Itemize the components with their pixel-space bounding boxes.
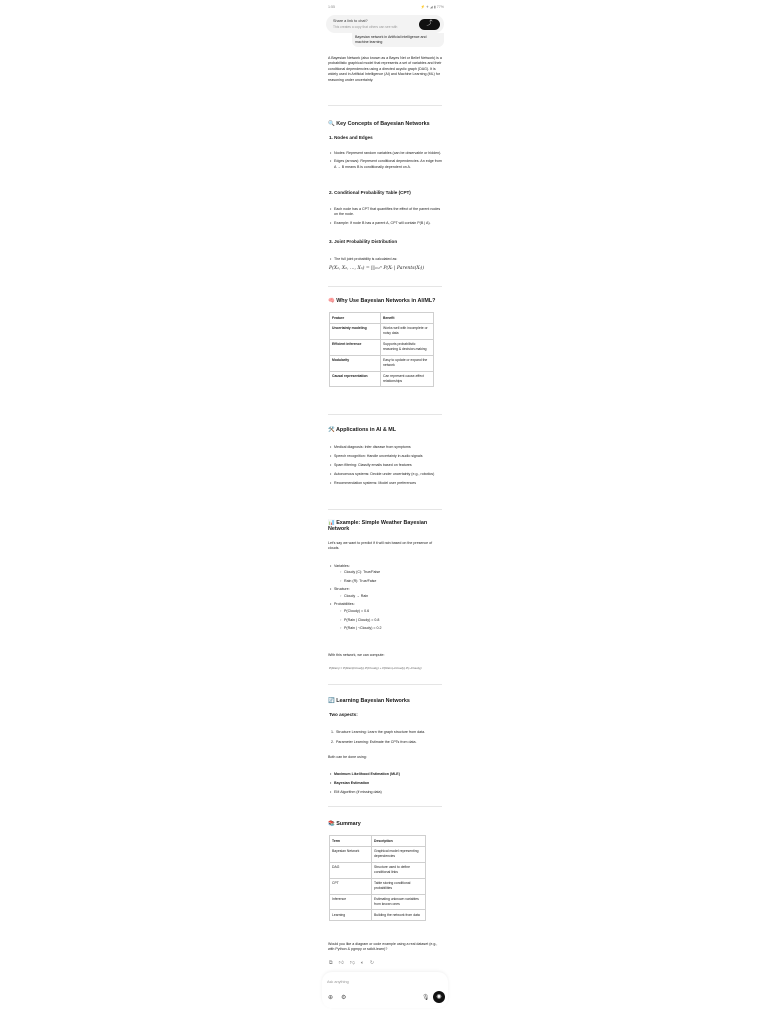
methods-list: [330, 772, 442, 796]
list-item: [330, 587, 442, 599]
section-title-why: 🧠 Why Use Bayesian Networks in AI/ML?: [328, 298, 436, 304]
table-header-row: [330, 836, 426, 847]
attach-icon[interactable]: ⊕: [328, 995, 334, 1001]
microphone-icon[interactable]: 🎙︎: [422, 995, 430, 1001]
status-icons: ⚡ ✈ ◢ ▮ 77%: [420, 5, 444, 9]
table-header: Benefit: [381, 313, 434, 324]
voice-mode-icon[interactable]: ◉: [433, 991, 445, 1003]
table-row: [330, 371, 434, 387]
list-item: • Autonomous systems: Decide under uncertainty (e.g., robotics): [330, 472, 442, 478]
table-row: [330, 878, 426, 894]
learning-list: [331, 730, 441, 751]
list-item: ◦ P(Rain | ¬Cloudy) = 0.2: [340, 626, 442, 632]
structure-label: Structure:: [334, 587, 350, 592]
status-time: 1:55: [328, 5, 335, 9]
list-item: ◦ P(Cloudy) = 0.6: [340, 609, 442, 615]
table-cell: Learning: [330, 910, 372, 921]
list-item: • Edges (arrows): Represent conditional dependencies. An edge from A → B means B is conditionally dependent on A.: [330, 159, 442, 170]
thumbs-up-icon[interactable]: 👍︎: [338, 960, 344, 966]
refresh-icon[interactable]: ↻: [369, 960, 375, 966]
list-item: • Speech recognition: Handle uncertainty in audio signals: [330, 454, 442, 460]
list-item: • Maximum Likelihood Estimation (MLE): [330, 772, 442, 778]
summary-table: [329, 835, 426, 921]
thumbs-down-icon[interactable]: 👎︎: [349, 960, 355, 966]
learning-both: Both can be done using:: [328, 755, 367, 759]
table-cell: Causal representation: [330, 371, 381, 387]
list-item: ◦ Cloudy (C): True/False: [340, 570, 442, 576]
sublist: [340, 609, 442, 632]
table-cell: Structure used to define conditional links: [372, 862, 426, 878]
joint-list: [330, 257, 442, 263]
section-title-summary: 📚 Summary: [328, 821, 361, 827]
table-row: [330, 862, 426, 878]
example-formula: P(Rain) = P(Rain|Cloudy)·P(Cloudy) + P(Rain|¬Cloudy)·P(¬Cloudy): [329, 666, 422, 670]
list-item: [330, 602, 442, 631]
copy-icon[interactable]: ⧉: [329, 960, 333, 966]
applications-list: [330, 445, 442, 487]
section-title-key-concepts: 🔍 Key Concepts of Bayesian Networks: [328, 121, 430, 127]
intro-paragraph: A Bayesian Network (also known as a Bayes Net or Belief Network) is a probabilistic graphical model that represents a set of variables and their conditional dependencies using a directed acyclic graph (DAG). It is widely used in Artificial Intelligence (AI) and Machine Learning (ML) for reasoning under uncertainty.: [328, 56, 442, 82]
table-cell: Supports probabilistic reasoning & decision-making: [381, 339, 434, 355]
list-item: ◦ P(Rain | Cloudy) = 0.8: [340, 618, 442, 624]
share-icon: ⤴: [426, 20, 433, 27]
table-row: [330, 323, 434, 339]
divider: [328, 286, 442, 287]
divider: [328, 105, 442, 106]
share-button[interactable]: [419, 19, 440, 30]
probabilities-label: Probabilities:: [334, 602, 355, 607]
table-header: Description: [372, 836, 426, 847]
divider: [328, 414, 442, 415]
table-cell: Easy to update or expand the network: [381, 355, 434, 371]
list-item: • Example: If node B has a parent A, CPT will contain P(B | A).: [330, 221, 442, 227]
example-list: [330, 564, 442, 635]
table-cell: Works well with incomplete or noisy data: [381, 323, 434, 339]
closing-question: Would you like a diagram or code example using a real dataset (e.g., with Python & pgmpy or scikit-learn)?: [328, 942, 438, 952]
composer[interactable]: [322, 972, 448, 1008]
status-bar: [328, 5, 444, 10]
list-item: • Recommendation systems: Model user preferences: [330, 481, 442, 487]
speaker-icon[interactable]: 🔈︎: [360, 960, 364, 966]
list-item: • Spam filtering: Classify emails based on features: [330, 463, 442, 469]
variables-label: Variables:: [334, 563, 350, 568]
table-cell: Uncertainty modeling: [330, 323, 381, 339]
table-cell: Building the network from data: [372, 910, 426, 921]
table-row: [330, 910, 426, 921]
nodes-edges-list: [330, 151, 442, 171]
joint-formula: P(X₁, X₂, …, Xₙ) = ∏ᵢ₌₁ⁿ P(Xᵢ | Parents(Xᵢ)): [329, 266, 425, 271]
table-cell: Efficient inference: [330, 339, 381, 355]
example-outro: With this network, we can compute:: [328, 653, 385, 657]
sublist: [340, 594, 442, 600]
divider: [328, 509, 442, 510]
table-cell: Estimating unknown variables from known ones: [372, 894, 426, 910]
list-item: • EM Algorithm (if missing data): [330, 790, 442, 796]
learning-subtitle: Two aspects:: [329, 712, 358, 717]
section-title-learning: 🔄 Learning Bayesian Networks: [328, 698, 410, 704]
table-cell: Can represent cause-effect relationships: [381, 371, 434, 387]
divider: [328, 806, 442, 807]
subsection-cpt: 2. Conditional Probability Table (CPT): [329, 190, 411, 195]
subsection-joint: 3. Joint Probability Distribution: [329, 239, 398, 244]
table-cell: Bayesian Network: [330, 846, 372, 862]
section-title-applications: 🛠️ Applications in AI & ML: [328, 427, 397, 433]
table-header-row: [330, 313, 434, 324]
share-title: Share a link to chat?: [333, 19, 368, 23]
section-title-example: 📊 Example: Simple Weather Bayesian Network: [328, 520, 428, 532]
list-item: 1. Structure Learning: Learn the graph structure from data.: [331, 729, 426, 734]
table-cell: DAG: [330, 862, 372, 878]
table-row: [330, 355, 434, 371]
table-row: [330, 339, 434, 355]
divider: [328, 684, 442, 685]
message-actions: [329, 960, 374, 966]
list-item: • The full joint probability is calculated as:: [330, 257, 442, 263]
table-cell: CPT: [330, 878, 372, 894]
table-row: [330, 846, 426, 862]
share-subtitle: This creates a copy that others can see with: [333, 24, 398, 29]
learning-item: Structure Learning: Learn the graph structure from data.: [336, 729, 426, 734]
tools-icon[interactable]: ⚙: [341, 995, 347, 1001]
list-item: ◦ Cloudy → Rain: [340, 594, 442, 600]
cpt-list: [330, 207, 442, 227]
list-item: [330, 564, 442, 585]
table-header: Feature: [330, 313, 381, 324]
user-message: Bayesian network in Artificial intelligence and machine learning: [352, 33, 444, 47]
list-item: 2. Parameter Learning: Estimate the CPTs from data.: [331, 740, 417, 745]
sublist: [340, 570, 442, 584]
table-cell: Modularity: [330, 355, 381, 371]
composer-input[interactable]: Ask anything: [327, 980, 349, 984]
list-item: • Medical diagnosis: Infer disease from symptoms: [330, 445, 442, 451]
list-item: • Nodes: Represent random variables (can be observable or hidden).: [330, 151, 442, 157]
list-item: ◦ Rain (R): True/False: [340, 579, 442, 585]
why-table: [329, 312, 434, 387]
learning-item: Parameter Learning: Estimate the CPTs from data.: [336, 740, 417, 745]
example-intro: Let's say we want to predict if it will rain based on the presence of clouds.: [328, 541, 433, 551]
table-cell: Inference: [330, 894, 372, 910]
table-cell: Table storing conditional probabilities: [372, 878, 426, 894]
list-item: • Bayesian Estimation: [330, 781, 442, 787]
table-row: [330, 894, 426, 910]
table-cell: Graphical model representing dependencies: [372, 846, 426, 862]
subsection-nodes-edges: 1. Nodes and Edges: [329, 135, 373, 140]
table-header: Term: [330, 836, 372, 847]
share-banner[interactable]: [326, 15, 444, 33]
list-item: • Each node has a CPT that quantifies the effect of the parent nodes on the node.: [330, 207, 442, 218]
